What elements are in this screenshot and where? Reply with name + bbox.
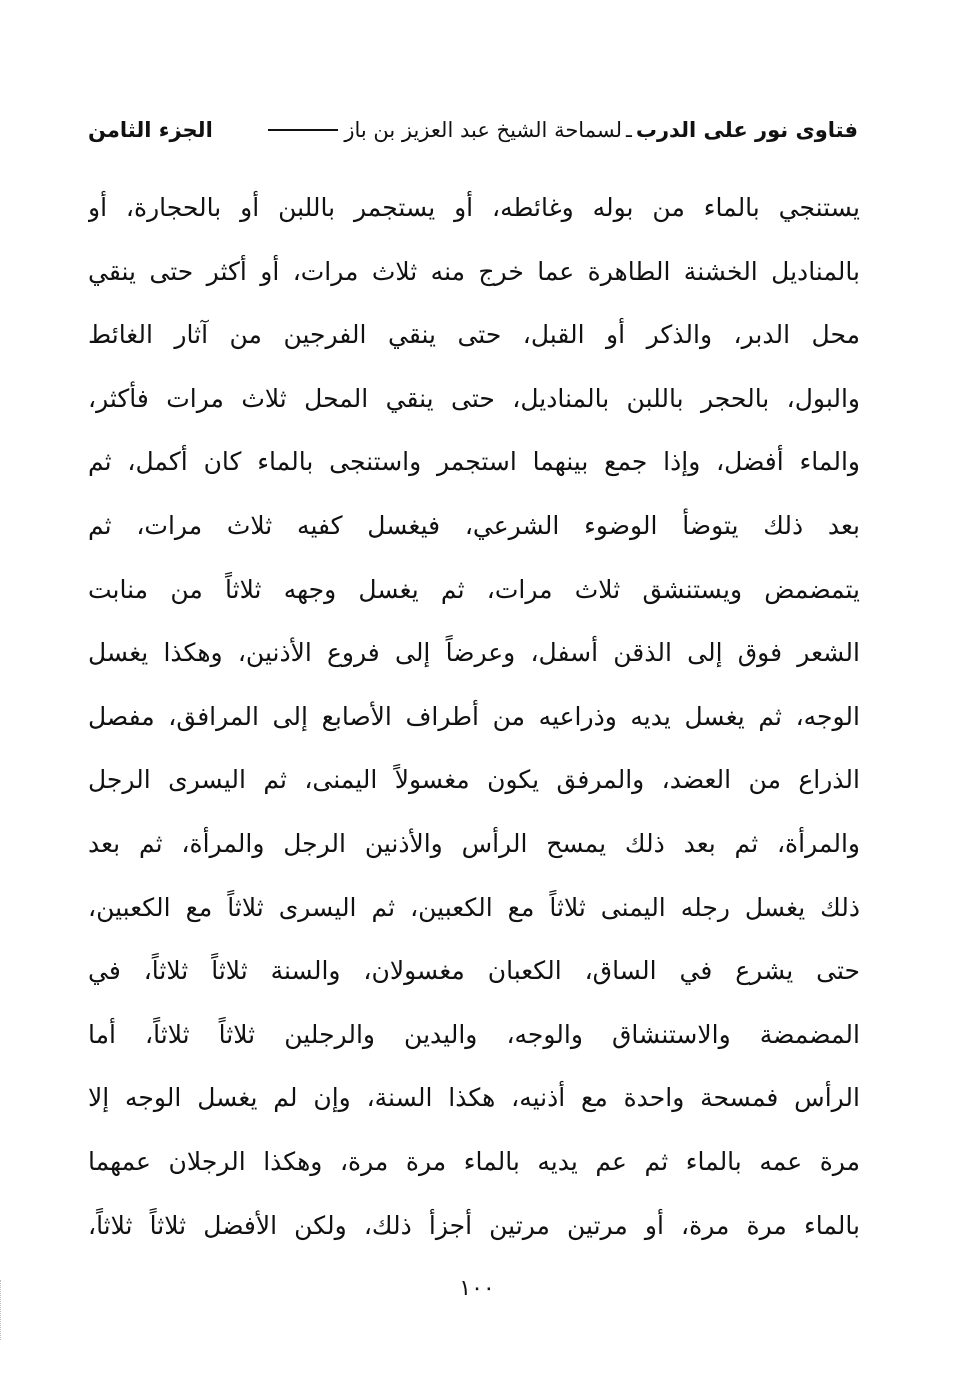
text-line: المضمضة والاستنشاق والوجه، واليدين والرجلين ثلاثاً ثلاثاً، أما	[88, 1019, 860, 1049]
text-line: والمرأة، ثم بعد ذلك يمسح الرأس والأذنين الرجل والمرأة، ثم بعد	[88, 828, 860, 858]
text-line: بالمناديل الخشنة الطاهرة عما خرج منه ثلاث مرات، أو أكثر حتى ينقي	[88, 256, 860, 286]
page-number: ١٠٠	[459, 1276, 495, 1301]
author-name: لسماحة الشيخ عبد العزيز بن باز	[344, 118, 622, 142]
text-line: الذراع من العضد، والمرفق يكون مغسولاً اليمنى، ثم اليسرى الرجل	[88, 765, 860, 795]
text-line: مرة عمه بالماء ثم عم يديه بالماء مرة مرة، وهكذا الرجلان عمهما	[88, 1146, 860, 1176]
book-title: فتاوى نور على الدرب	[635, 118, 858, 142]
text-line: بالماء مرة مرة، أو مرتين مرتين أجزأ ذلك، ولكن الأفضل ثلاثاً ثلاثاً،	[88, 1210, 860, 1240]
text-line: يتمضمض ويستنشق ثلاث مرات، ثم يغسل وجهه ثلاثاً من منابت	[88, 574, 860, 604]
header-title-group	[262, 118, 858, 142]
text-line: والماء أفضل، وإذا جمع بينهما استجمر واستنجى بالماء كان أكمل، ثم	[88, 447, 860, 477]
text-line: محل الدبر، والذكر أو القبل، حتى ينقي الفرجين من آثار الغائط	[88, 320, 860, 350]
scan-edge-marks	[0, 1280, 4, 1340]
text-line: والبول، بالحجر باللبن بالمناديل، حتى ينقي المحل ثلاث مرات فأكثر،	[88, 383, 860, 413]
running-header	[88, 110, 858, 150]
header-separator: ـ	[625, 118, 632, 142]
text-line: الوجه، ثم يغسل يديه وذراعيه من أطراف الأصابع إلى المرافق، مفصل	[88, 701, 860, 731]
part-label: الجزء الثامن	[88, 118, 213, 142]
text-line: بعد ذلك يتوضأ الوضوء الشرعي، فيغسل كفيه ثلاث مرات، ثم	[88, 510, 860, 540]
text-line: ذلك يغسل رجله اليمنى ثلاثاً مع الكعبين، ثم اليسرى ثلاثاً مع الكعبين،	[88, 892, 860, 922]
body-text	[88, 176, 860, 1257]
text-line: حتى يشرع في الساق، الكعبان مغسولان، والسنة ثلاثاً ثلاثاً، في	[88, 956, 860, 986]
header-rule	[268, 129, 338, 131]
text-line: الرأس فمسحة واحدة مع أذنيه، هكذا السنة، وإن لم يغسل الوجه إلا	[88, 1083, 860, 1113]
text-line: يستنجي بالماء من بوله وغائطه، أو يستجمر باللبن أو بالحجارة، أو	[88, 193, 860, 222]
text-line: الشعر فوق إلى الذقن أسفل، وعرضاً إلى فروع الأذنين، وهكذا يغسل	[88, 638, 860, 668]
